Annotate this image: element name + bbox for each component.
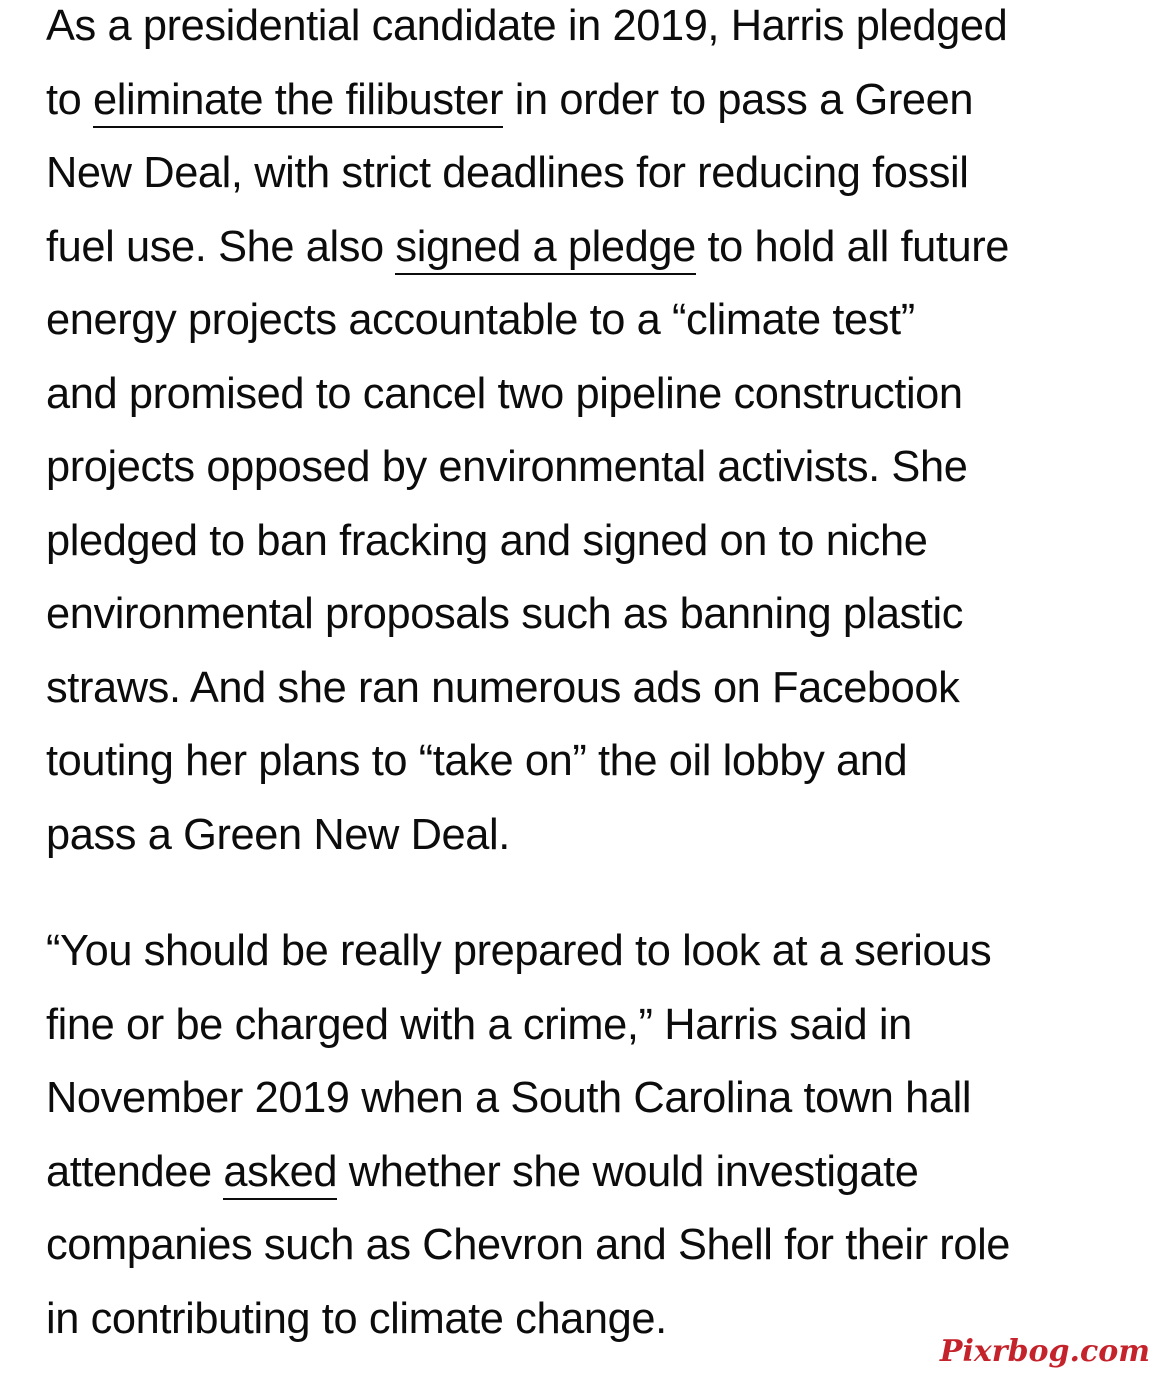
text-run: in order to pass a Green: [503, 75, 974, 124]
text-run: attendee: [46, 1147, 224, 1196]
paragraph-1: [46, 0, 1146, 872]
text-line: pass a Green New Deal.: [46, 810, 510, 859]
text-line: touting her plans to “take on” the oil lobby and: [46, 737, 908, 785]
eliminate-filibuster-link[interactable]: eliminate the filibuster: [93, 76, 503, 128]
text-line: straws. And she ran numerous ads on Facebook: [46, 663, 960, 712]
watermark: Pixrbog.com: [939, 1334, 1150, 1369]
text-line: “You should be really prepared to look at a serious: [46, 927, 992, 975]
text-line: pledged to ban fracking and signed on to niche: [46, 516, 928, 565]
text-line: New Deal, with strict deadlines for reducing fossil: [46, 149, 969, 197]
paragraph-2: [46, 915, 1146, 1356]
text-line: [46, 64, 1146, 138]
text-line: As a presidential candidate in 2019, Harris pledged: [46, 2, 1008, 50]
text-run: fuel use. She also: [46, 222, 396, 271]
text-run: to hold all future: [695, 222, 1010, 271]
text-run: whether she would investigate: [337, 1147, 919, 1196]
text-line: companies such as Chevron and Shell for their role: [46, 1221, 1011, 1269]
text-line: [46, 1136, 1146, 1210]
text-line: and promised to cancel two pipeline construction: [46, 369, 963, 418]
text-line: fine or be charged with a crime,” Harris said in: [46, 1000, 912, 1049]
text-line: November 2019 when a South Carolina town hall: [46, 1074, 972, 1122]
text-line: [46, 211, 1146, 285]
signed-pledge-link[interactable]: signed a pledge: [395, 223, 695, 275]
text-line: in contributing to climate change.: [46, 1294, 667, 1343]
text-line: projects opposed by environmental activists. She: [46, 443, 968, 491]
text-line: environmental proposals such as banning plastic: [46, 590, 964, 638]
asked-link[interactable]: asked: [223, 1148, 337, 1200]
text-run: to: [46, 75, 94, 124]
text-line: energy projects accountable to a “climate test”: [46, 296, 915, 344]
